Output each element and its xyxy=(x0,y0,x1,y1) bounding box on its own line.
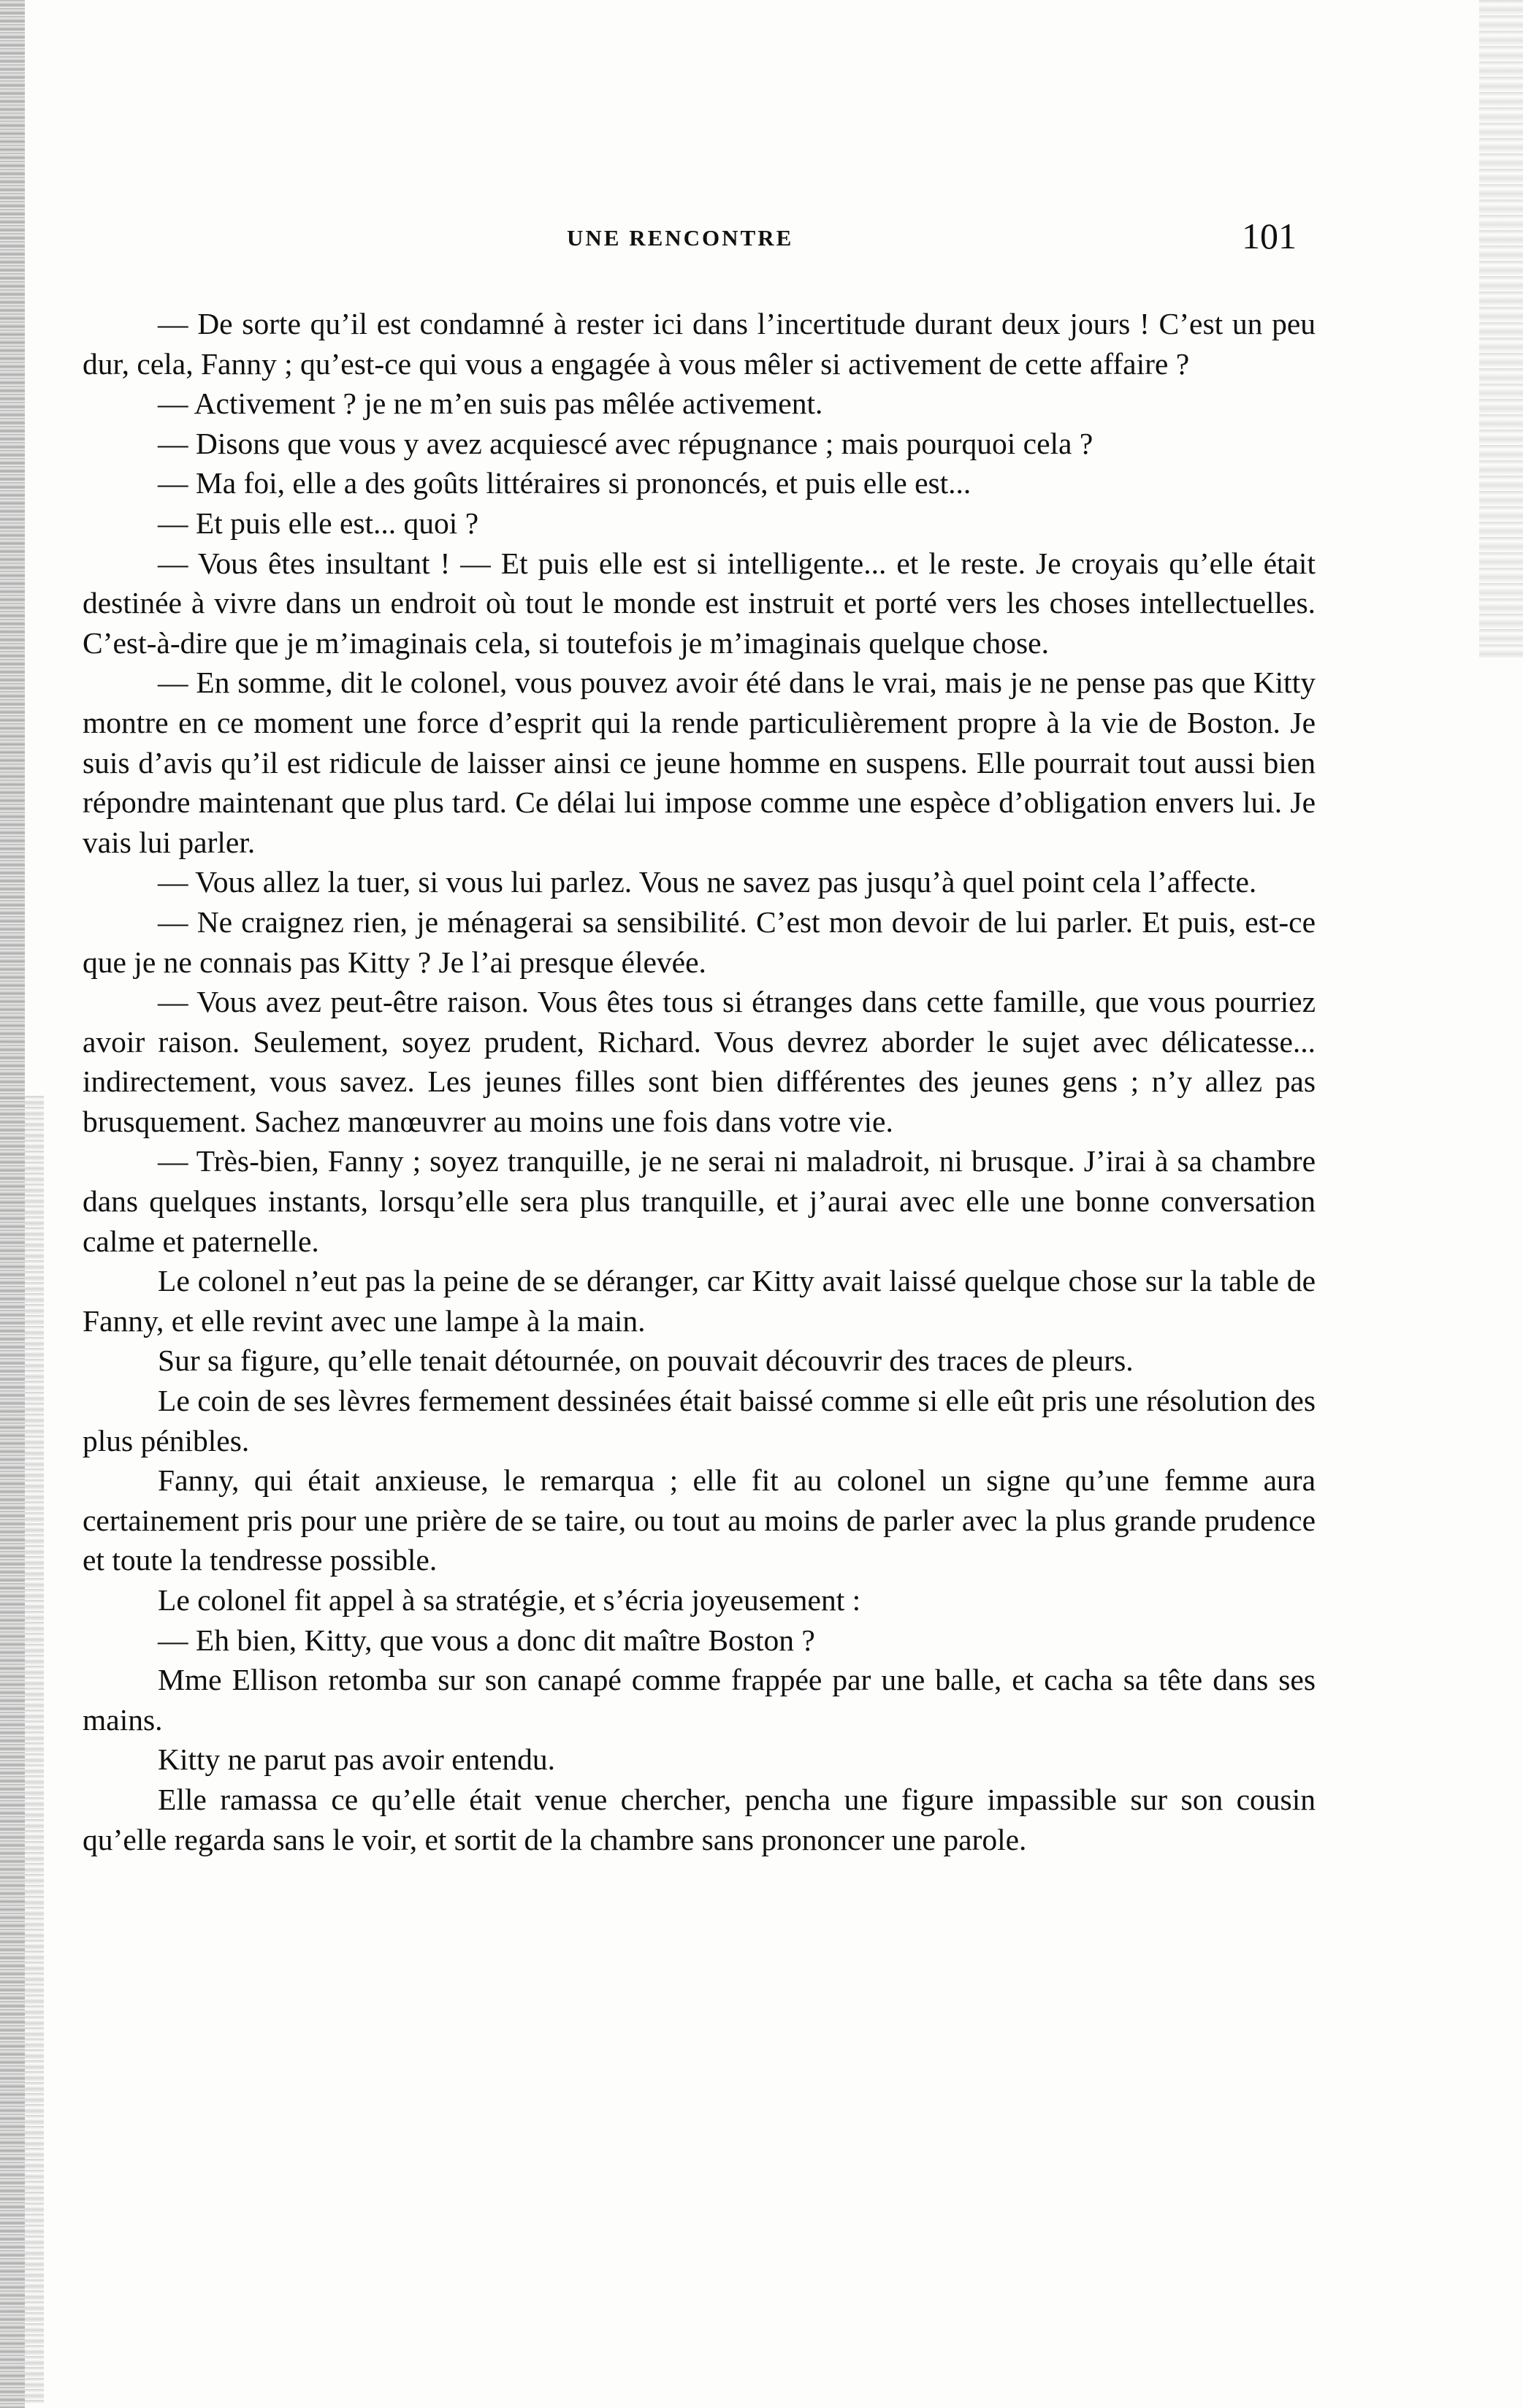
paragraph: Fanny, qui était anxieuse, le remarqua ; elle fit au colonel un signe qu’une femme aura certainement pris pour une prière de se taire, ou tout au moins de parler avec la plus grande prudence et toute la tendresse possible. xyxy=(83,1463,1316,1577)
paragraph: — Disons que vous y avez acquiescé avec répugnance ; mais pourquoi cela ? xyxy=(158,426,1093,460)
paragraph: — Ma foi, elle a des goûts littéraires si prononcés, et puis elle est... xyxy=(158,466,972,500)
paragraph: Le colonel fit appel à sa stratégie, et s’écria joyeusement : xyxy=(158,1583,861,1617)
paragraph: Le colonel n’eut pas la peine de se déranger, car Kitty avait laissé quelque chose sur la table de Fanny, et elle revint avec une lampe à la main. xyxy=(83,1264,1316,1338)
paragraph: — Vous avez peut-être raison. Vous êtes tous si étranges dans cette famille, que vous pourriez avoir raison. Seulement, soyez prudent, Richard. Vous devrez aborder le sujet avec délicatesse... indirectement, vous savez. Les jeunes filles sont bien différentes des jeunes gens ; n’y allez pas brusquement. Sachez manœuvrer au moins une fois dans votre vie. xyxy=(83,985,1316,1138)
paragraph: — De sorte qu’il est condamné à rester ici dans l’incertitude durant deux jours ! C’est un peu dur, cela, Fanny ; qu’est-ce qui vous a engagée à vous mêler si activement de cette affaire ? xyxy=(83,307,1316,381)
scan-edge-left-inner xyxy=(25,1096,44,2404)
paragraph: Elle ramassa ce qu’elle était venue chercher, pencha une figure impassible sur son cousin qu’elle regarda sans le voir, et sortit de la chambre sans prononcer une parole. xyxy=(83,1782,1316,1856)
paragraph: Mme Ellison retomba sur son canapé comme frappée par une balle, et cacha sa tête dans ses mains. xyxy=(83,1663,1316,1737)
scan-edge-right xyxy=(1479,0,1523,658)
running-head: UNE RENCONTRE xyxy=(567,225,794,251)
paragraph: — Très-bien, Fanny ; soyez tranquille, je ne serai ni maladroit, ni brusque. J’irai à sa chambre dans quelques instants, lorsqu’elle sera plus tranquille, et j’aurai avec elle une bonne conversation calme et paternelle. xyxy=(83,1144,1316,1258)
paragraph: — Vous allez la tuer, si vous lui parlez. Vous ne savez pas jusqu’à quel point cela l’affecte. xyxy=(158,865,1257,899)
paragraph: — Et puis elle est... quoi ? xyxy=(158,506,479,540)
page-header xyxy=(0,216,1523,263)
paragraph: Le coin de ses lèvres fermement dessinées était baissé comme si elle eût pris une résolution des plus pénibles. xyxy=(83,1384,1316,1458)
paragraph: Kitty ne parut pas avoir entendu. xyxy=(158,1742,555,1777)
scan-edge-left xyxy=(0,0,25,2408)
paragraph: — Ne craignez rien, je ménagerai sa sensibilité. C’est mon devoir de lui parler. Et puis, est-ce que je ne connais pas Kitty ? Je l’ai presque élevée. xyxy=(83,904,1316,979)
paragraph: — En somme, dit le colonel, vous pouvez avoir été dans le vrai, mais je ne pense pas que Kitty montre en ce moment une force d’esprit qui la rende particulièrement propre à la vie de Boston. Je suis d’avis qu’il est ridicule de laisser ainsi ce jeune homme en suspens. Elle pourrait tout aussi bien répondre maintenant que plus tard. Ce délai lui impose comme une espèce d’obligation envers lui. Je vais lui parler. xyxy=(83,666,1316,859)
paragraph: — Eh bien, Kitty, que vous a donc dit maître Boston ? xyxy=(158,1623,815,1657)
paragraph: Sur sa figure, qu’elle tenait détournée, on pouvait découvrir des traces de pleurs. xyxy=(158,1344,1134,1378)
paragraph: — Vous êtes insultant ! — Et puis elle est si intelligente... et le reste. Je croyais qu’elle était destinée à vivre dans un endroit où tout le monde est instruit et porté vers les choses intellectuelles. C’est-à-dire que je m’imaginais cela, si toutefois je m’imaginais quelque chose. xyxy=(83,546,1316,660)
body-text xyxy=(83,304,1316,1859)
page-number: 101 xyxy=(1242,216,1297,256)
paragraph: — Activement ? je ne m’en suis pas mêlée activement. xyxy=(158,386,823,421)
